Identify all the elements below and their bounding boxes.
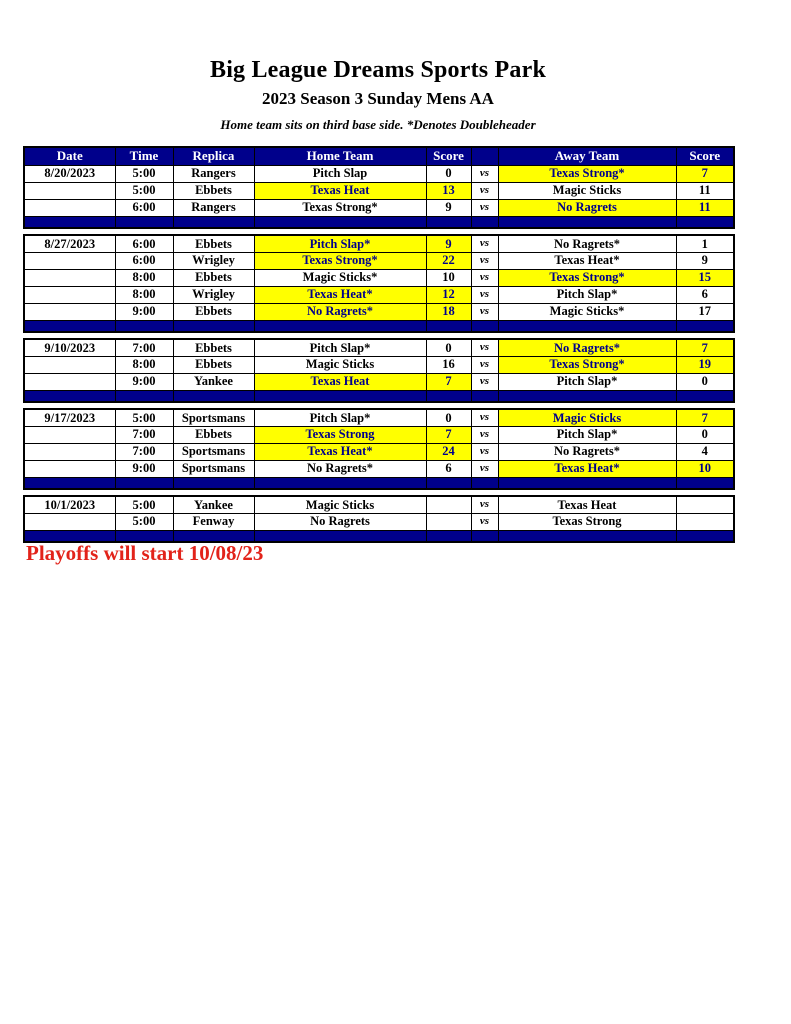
time-cell: 6:00 — [115, 235, 173, 252]
separator-cell — [24, 477, 115, 489]
game-row — [24, 496, 734, 513]
away-team-cell: Magic Sticks — [498, 409, 676, 426]
group-separator-row — [24, 390, 734, 402]
home-score-cell: 0 — [426, 339, 471, 356]
away-score-cell: 7 — [676, 165, 734, 182]
replica-cell: Ebbets — [173, 182, 254, 199]
away-score-cell: 9 — [676, 252, 734, 269]
away-team-cell: No Ragrets* — [498, 443, 676, 460]
away-team-cell: Texas Strong* — [498, 165, 676, 182]
column-header: Date — [24, 147, 115, 165]
page-subtitle: 2023 Season 3 Sunday Mens AA — [262, 89, 494, 108]
separator-cell — [471, 530, 498, 542]
home-score-cell: 6 — [426, 460, 471, 477]
game-row — [24, 460, 734, 477]
home-score-cell: 24 — [426, 443, 471, 460]
time-cell: 8:00 — [115, 286, 173, 303]
away-team-cell: Texas Heat* — [498, 460, 676, 477]
vs-cell: vs — [471, 252, 498, 269]
home-team-cell: Magic Sticks — [254, 356, 426, 373]
separator-cell — [254, 216, 426, 228]
group-separator-row — [24, 477, 734, 489]
vs-cell: vs — [471, 356, 498, 373]
separator-cell — [24, 390, 115, 402]
separator-cell — [426, 530, 471, 542]
title-block — [23, 57, 733, 133]
away-team-cell: Magic Sticks — [498, 182, 676, 199]
away-team-cell: No Ragrets* — [498, 339, 676, 356]
date-cell — [24, 182, 115, 199]
home-score-cell: 7 — [426, 373, 471, 390]
away-score-cell: 11 — [676, 182, 734, 199]
separator-cell — [173, 477, 254, 489]
away-team-cell: Texas Heat* — [498, 252, 676, 269]
home-score-cell: 7 — [426, 426, 471, 443]
separator-cell — [498, 390, 676, 402]
date-cell — [24, 303, 115, 320]
time-cell: 7:00 — [115, 443, 173, 460]
away-score-cell: 0 — [676, 373, 734, 390]
date-cell — [24, 356, 115, 373]
home-team-cell: Texas Heat* — [254, 286, 426, 303]
away-score-cell: 17 — [676, 303, 734, 320]
home-score-cell: 9 — [426, 199, 471, 216]
separator-cell — [498, 530, 676, 542]
date-cell — [24, 252, 115, 269]
replica-cell: Yankee — [173, 496, 254, 513]
away-score-cell: 7 — [676, 339, 734, 356]
away-score-cell: 15 — [676, 269, 734, 286]
schedule-tables — [23, 146, 733, 548]
home-team-cell: Texas Strong — [254, 426, 426, 443]
separator-cell — [471, 320, 498, 332]
date-cell — [24, 286, 115, 303]
separator-cell — [254, 390, 426, 402]
separator-cell — [173, 320, 254, 332]
column-header: Home Team — [254, 147, 426, 165]
game-row — [24, 339, 734, 356]
game-row — [24, 513, 734, 530]
replica-cell: Ebbets — [173, 339, 254, 356]
home-team-cell: Texas Heat — [254, 182, 426, 199]
schedule-group-table — [23, 408, 735, 490]
replica-cell: Ebbets — [173, 426, 254, 443]
home-score-cell: 0 — [426, 165, 471, 182]
away-team-cell: Pitch Slap* — [498, 286, 676, 303]
game-row — [24, 303, 734, 320]
home-team-cell: Magic Sticks — [254, 496, 426, 513]
separator-cell — [471, 216, 498, 228]
replica-cell: Yankee — [173, 373, 254, 390]
column-header: Score — [676, 147, 734, 165]
separator-cell — [24, 320, 115, 332]
date-cell — [24, 513, 115, 530]
date-cell: 8/27/2023 — [24, 235, 115, 252]
away-score-cell: 11 — [676, 199, 734, 216]
away-team-cell: Pitch Slap* — [498, 373, 676, 390]
separator-cell — [676, 390, 734, 402]
vs-cell: vs — [471, 496, 498, 513]
separator-cell — [426, 320, 471, 332]
separator-cell — [254, 530, 426, 542]
replica-cell: Sportsmans — [173, 409, 254, 426]
time-cell: 7:00 — [115, 426, 173, 443]
group-separator-row — [24, 320, 734, 332]
column-header: Replica — [173, 147, 254, 165]
home-team-cell: Texas Strong* — [254, 252, 426, 269]
home-score-cell: 12 — [426, 286, 471, 303]
replica-cell: Ebbets — [173, 269, 254, 286]
date-cell: 8/20/2023 — [24, 165, 115, 182]
home-team-cell: No Ragrets* — [254, 460, 426, 477]
schedule-group-table — [23, 146, 735, 229]
vs-cell: vs — [471, 460, 498, 477]
vs-cell: vs — [471, 235, 498, 252]
home-score-cell: 18 — [426, 303, 471, 320]
home-team-cell: Texas Strong* — [254, 199, 426, 216]
game-row — [24, 252, 734, 269]
away-score-cell: 10 — [676, 460, 734, 477]
away-score-cell: 19 — [676, 356, 734, 373]
home-team-cell: Magic Sticks* — [254, 269, 426, 286]
separator-cell — [24, 216, 115, 228]
column-header: Away Team — [498, 147, 676, 165]
home-team-cell: Texas Heat* — [254, 443, 426, 460]
home-score-cell: 22 — [426, 252, 471, 269]
time-cell: 5:00 — [115, 513, 173, 530]
replica-cell: Ebbets — [173, 303, 254, 320]
replica-cell: Sportsmans — [173, 460, 254, 477]
separator-cell — [471, 390, 498, 402]
home-score-cell: 13 — [426, 182, 471, 199]
game-row — [24, 426, 734, 443]
game-row — [24, 286, 734, 303]
home-score-cell: 16 — [426, 356, 471, 373]
vs-cell: vs — [471, 199, 498, 216]
vs-cell: vs — [471, 339, 498, 356]
away-score-cell: 1 — [676, 235, 734, 252]
away-team-cell: Magic Sticks* — [498, 303, 676, 320]
away-team-cell: Pitch Slap* — [498, 426, 676, 443]
date-cell — [24, 373, 115, 390]
time-cell: 8:00 — [115, 269, 173, 286]
time-cell: 9:00 — [115, 303, 173, 320]
date-cell: 9/17/2023 — [24, 409, 115, 426]
separator-cell — [426, 216, 471, 228]
separator-cell — [498, 477, 676, 489]
home-team-cell: Pitch Slap — [254, 165, 426, 182]
home-team-cell: Pitch Slap* — [254, 339, 426, 356]
away-team-cell: No Ragrets — [498, 199, 676, 216]
game-row — [24, 269, 734, 286]
replica-cell: Ebbets — [173, 356, 254, 373]
date-cell: 10/1/2023 — [24, 496, 115, 513]
separator-cell — [115, 477, 173, 489]
page-title: Big League Dreams Sports Park — [209, 57, 546, 83]
separator-cell — [173, 216, 254, 228]
separator-cell — [115, 390, 173, 402]
time-cell: 5:00 — [115, 409, 173, 426]
separator-cell — [426, 477, 471, 489]
vs-cell: vs — [471, 286, 498, 303]
schedule-group-table — [23, 495, 735, 543]
time-cell: 6:00 — [115, 199, 173, 216]
vs-cell: vs — [471, 373, 498, 390]
separator-cell — [115, 216, 173, 228]
away-team-cell: Texas Strong* — [498, 269, 676, 286]
away-team-cell: Texas Strong* — [498, 356, 676, 373]
separator-cell — [676, 530, 734, 542]
game-row — [24, 356, 734, 373]
time-cell: 5:00 — [115, 182, 173, 199]
game-row — [24, 443, 734, 460]
time-cell: 8:00 — [115, 356, 173, 373]
column-header: Time — [115, 147, 173, 165]
time-cell: 6:00 — [115, 252, 173, 269]
away-score-cell: 6 — [676, 286, 734, 303]
vs-cell: vs — [471, 303, 498, 320]
game-row — [24, 182, 734, 199]
header-row — [24, 147, 734, 165]
game-row — [24, 235, 734, 252]
game-row — [24, 165, 734, 182]
separator-cell — [254, 477, 426, 489]
home-score-cell — [426, 496, 471, 513]
away-score-cell — [676, 496, 734, 513]
time-cell: 5:00 — [115, 165, 173, 182]
vs-cell: vs — [471, 443, 498, 460]
column-header — [471, 147, 498, 165]
separator-cell — [676, 216, 734, 228]
vs-cell: vs — [471, 165, 498, 182]
date-cell — [24, 269, 115, 286]
home-score-cell: 10 — [426, 269, 471, 286]
separator-cell — [498, 216, 676, 228]
home-score-cell — [426, 513, 471, 530]
time-cell: 7:00 — [115, 339, 173, 356]
vs-cell: vs — [471, 182, 498, 199]
replica-cell: Sportsmans — [173, 443, 254, 460]
home-team-cell: Texas Heat — [254, 373, 426, 390]
game-row — [24, 373, 734, 390]
separator-cell — [471, 477, 498, 489]
replica-cell: Wrigley — [173, 286, 254, 303]
home-team-cell: No Ragrets — [254, 513, 426, 530]
vs-cell: vs — [471, 513, 498, 530]
schedule-group-table — [23, 234, 735, 333]
away-score-cell: 0 — [676, 426, 734, 443]
time-cell: 9:00 — [115, 373, 173, 390]
away-score-cell: 7 — [676, 409, 734, 426]
replica-cell: Rangers — [173, 199, 254, 216]
playoffs-note: Playoffs will start 10/08/23 — [26, 541, 264, 565]
away-score-cell — [676, 513, 734, 530]
home-score-cell: 0 — [426, 409, 471, 426]
date-cell — [24, 426, 115, 443]
away-team-cell: No Ragrets* — [498, 235, 676, 252]
away-team-cell: Texas Heat — [498, 496, 676, 513]
replica-cell: Ebbets — [173, 235, 254, 252]
home-team-cell: Pitch Slap* — [254, 235, 426, 252]
date-cell — [24, 199, 115, 216]
date-cell: 9/10/2023 — [24, 339, 115, 356]
separator-cell — [498, 320, 676, 332]
separator-cell — [676, 320, 734, 332]
page-note: Home team sits on third base side. *Denotes Doubleheader — [220, 117, 536, 132]
away-team-cell: Texas Strong — [498, 513, 676, 530]
vs-cell: vs — [471, 269, 498, 286]
date-cell — [24, 460, 115, 477]
vs-cell: vs — [471, 426, 498, 443]
game-row — [24, 199, 734, 216]
separator-cell — [173, 390, 254, 402]
home-team-cell: No Ragrets* — [254, 303, 426, 320]
replica-cell: Wrigley — [173, 252, 254, 269]
replica-cell: Fenway — [173, 513, 254, 530]
vs-cell: vs — [471, 409, 498, 426]
date-cell — [24, 443, 115, 460]
away-score-cell: 4 — [676, 443, 734, 460]
separator-cell — [254, 320, 426, 332]
game-row — [24, 409, 734, 426]
time-cell: 9:00 — [115, 460, 173, 477]
replica-cell: Rangers — [173, 165, 254, 182]
time-cell: 5:00 — [115, 496, 173, 513]
home-team-cell: Pitch Slap* — [254, 409, 426, 426]
column-header: Score — [426, 147, 471, 165]
separator-cell — [115, 320, 173, 332]
separator-cell — [676, 477, 734, 489]
home-score-cell: 9 — [426, 235, 471, 252]
separator-cell — [426, 390, 471, 402]
schedule-group-table — [23, 338, 735, 403]
group-separator-row — [24, 216, 734, 228]
